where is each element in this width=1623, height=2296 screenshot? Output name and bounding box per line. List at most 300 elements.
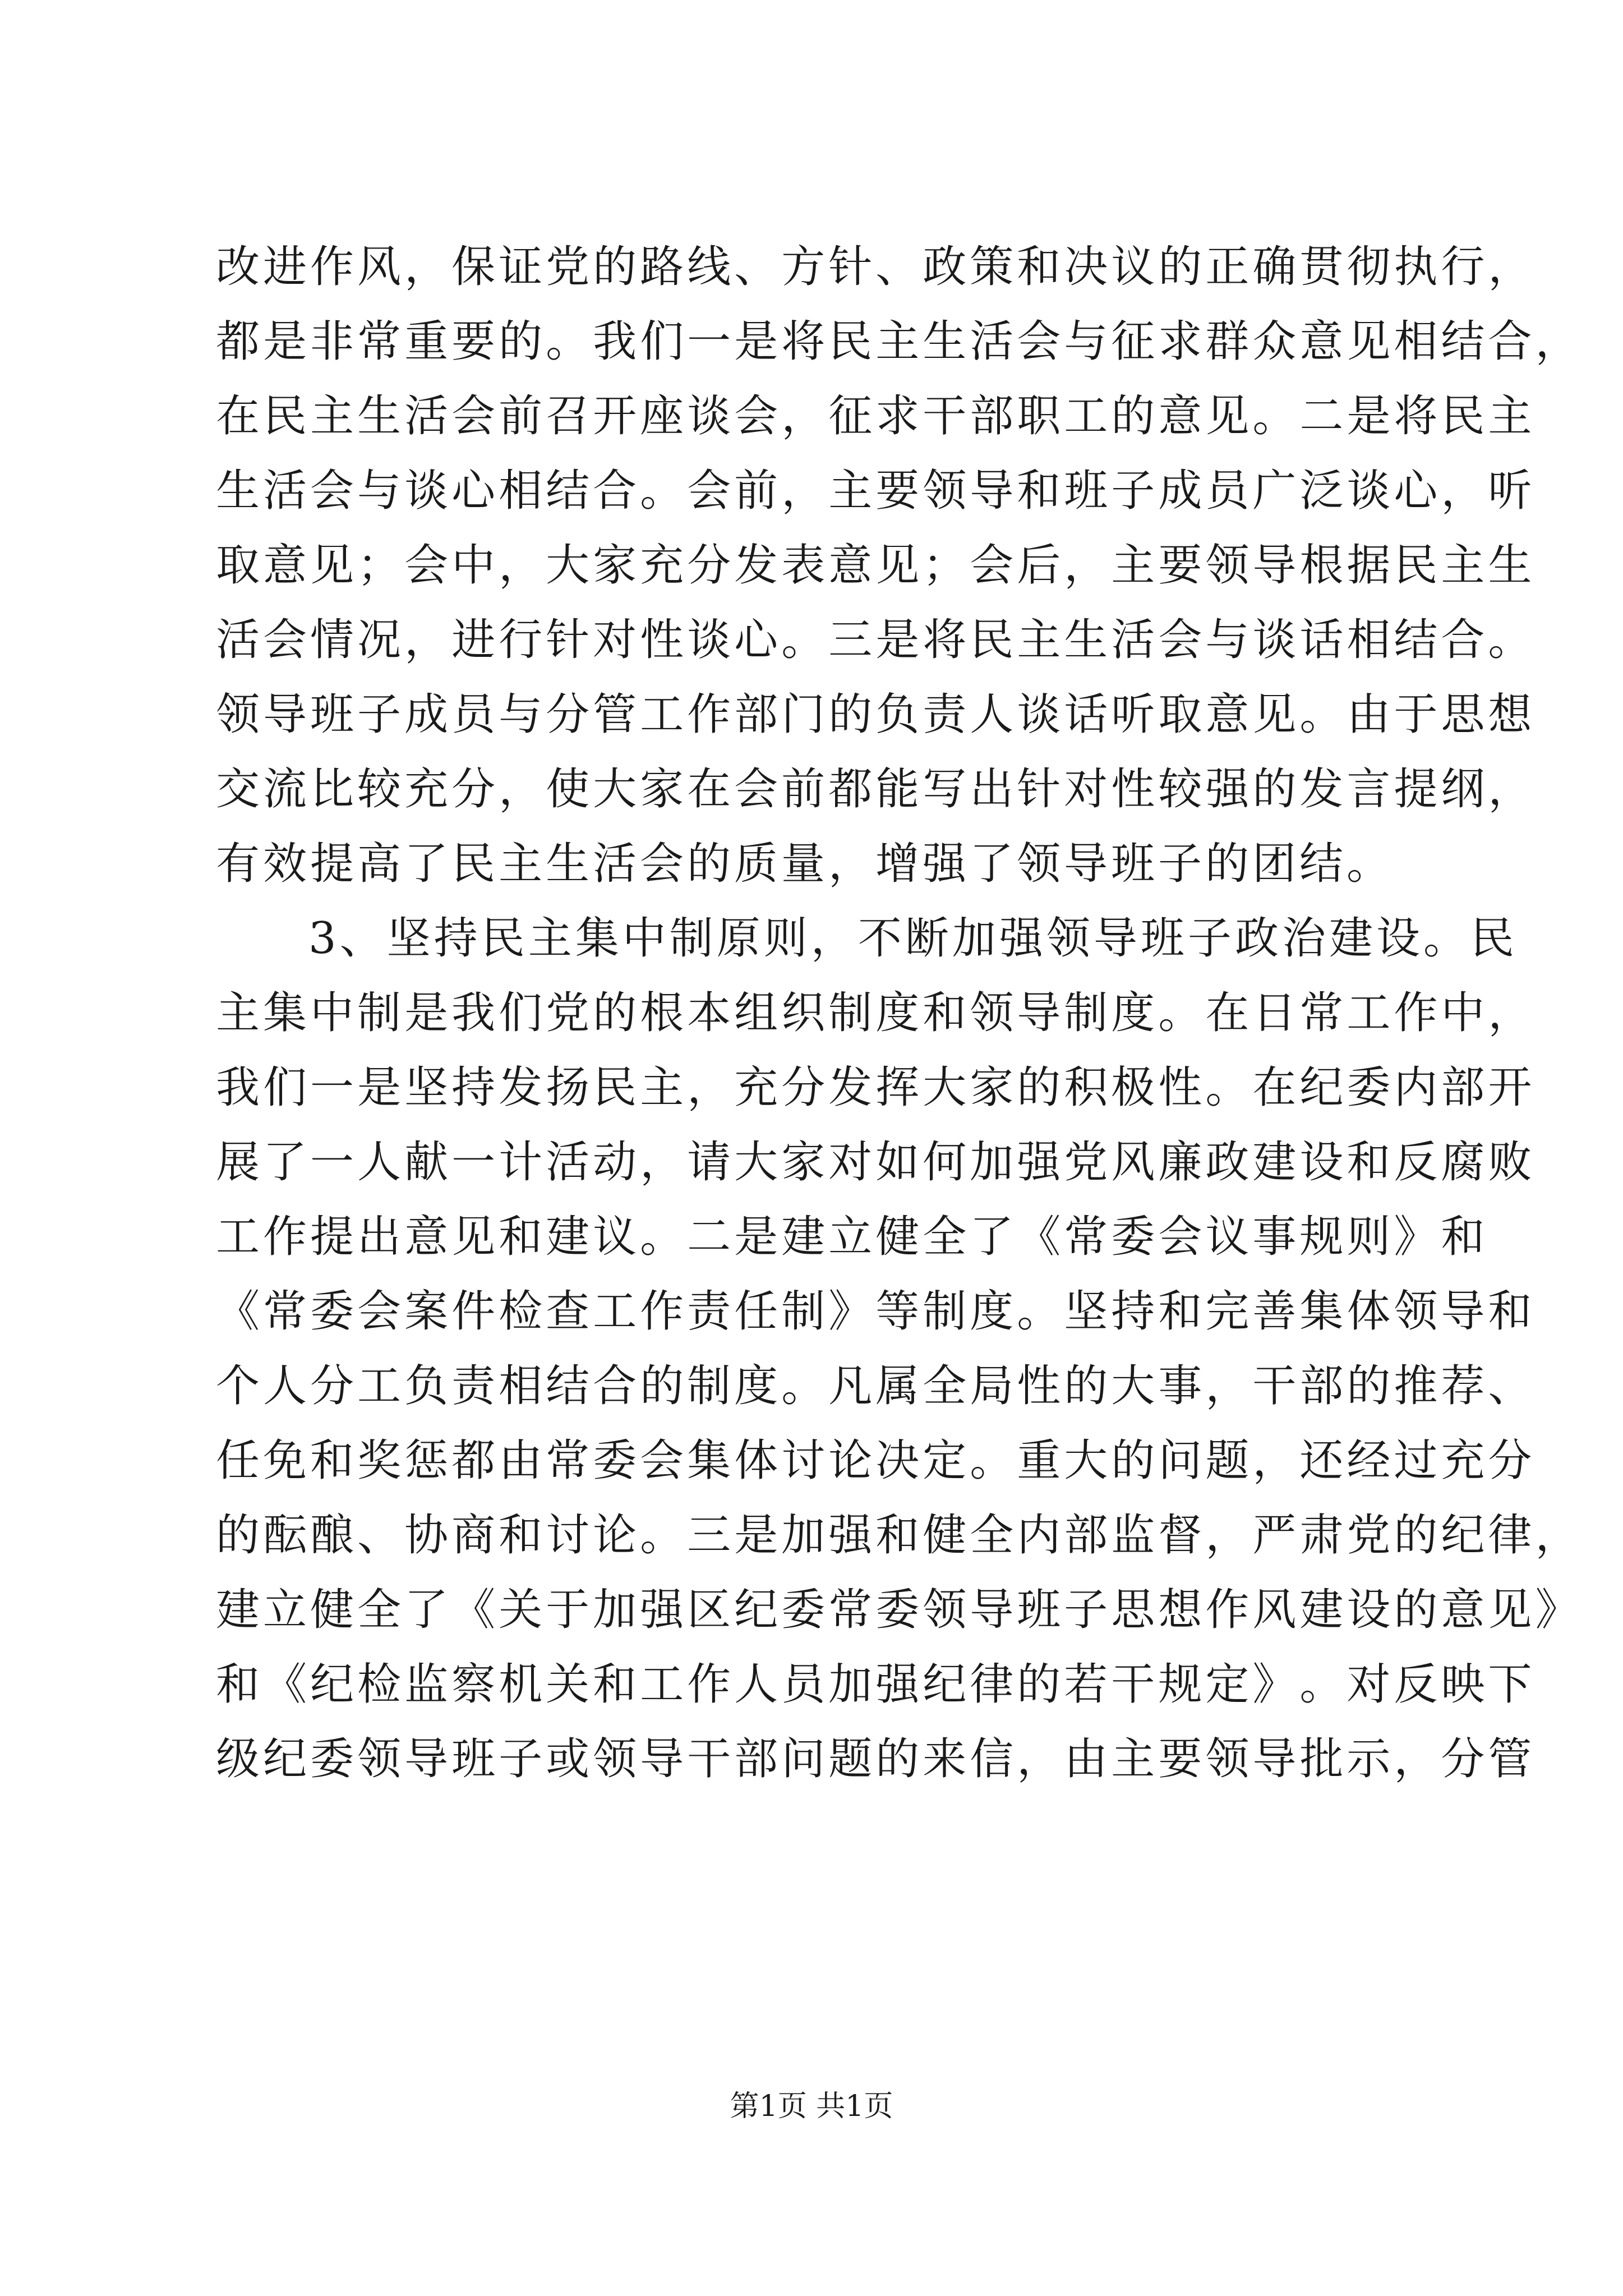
text-char: 活 bbox=[1111, 615, 1159, 665]
text-char: 强 bbox=[1017, 1137, 1064, 1188]
text-char: 将 bbox=[781, 316, 829, 367]
text-char: 示 bbox=[1347, 1734, 1394, 1784]
text-char: 律 bbox=[1488, 1510, 1536, 1561]
text-char: 一 bbox=[310, 1137, 358, 1188]
text-char: 泛 bbox=[1299, 466, 1347, 516]
text-char: 《 bbox=[1017, 1212, 1064, 1262]
text-char: 论 bbox=[593, 1510, 640, 1561]
text-line bbox=[216, 1648, 1536, 1722]
text-char: 纪 bbox=[734, 1585, 782, 1635]
text-char: 负 bbox=[875, 689, 923, 740]
text-char: 主 bbox=[1111, 1734, 1159, 1784]
text-char: 中 bbox=[310, 988, 358, 1038]
text-char: ， bbox=[781, 391, 829, 441]
text-char: 部 bbox=[1064, 1510, 1112, 1561]
text-char: 结 bbox=[546, 466, 593, 516]
text-char: 常 bbox=[546, 1435, 593, 1486]
text-char: 制 bbox=[781, 1286, 829, 1337]
text-char: 相 bbox=[499, 1361, 546, 1411]
text-char: 责 bbox=[923, 689, 970, 740]
text-char: 度 bbox=[875, 988, 923, 1038]
text-char: 健 bbox=[875, 1212, 923, 1262]
text-char: 意 bbox=[828, 540, 876, 591]
text-char: 纲 bbox=[1441, 764, 1488, 815]
text-char: 听 bbox=[1488, 466, 1536, 516]
text-char: 分 bbox=[1441, 1734, 1488, 1784]
text-char: 是 bbox=[263, 316, 311, 367]
text-char: 部 bbox=[734, 1734, 782, 1784]
text-char: 惩 bbox=[404, 1435, 452, 1486]
text-char: 强 bbox=[999, 913, 1046, 964]
text-char: 坚 bbox=[404, 1062, 452, 1113]
text-char: 分 bbox=[687, 540, 735, 591]
text-char: 彻 bbox=[1347, 242, 1394, 292]
text-char: ， bbox=[1535, 1510, 1583, 1561]
text-char: 负 bbox=[404, 1361, 452, 1411]
text-char: 意 bbox=[263, 540, 311, 591]
text-char: 与 bbox=[1205, 615, 1253, 665]
text-char: 召 bbox=[546, 391, 593, 441]
text-line bbox=[216, 1200, 1488, 1274]
text-char: 话 bbox=[1299, 615, 1347, 665]
text-char: 过 bbox=[1394, 1435, 1441, 1486]
text-char: 况 bbox=[357, 615, 405, 665]
text-char: 的 bbox=[216, 1510, 264, 1561]
text-char: 设 bbox=[1347, 1585, 1394, 1635]
text-char: 生 bbox=[216, 466, 264, 516]
text-char: 们 bbox=[499, 988, 546, 1038]
text-char: 强 bbox=[875, 1659, 923, 1710]
text-char: 领 bbox=[216, 689, 264, 740]
text-char: 领 bbox=[593, 1734, 640, 1784]
text-char: 前 bbox=[734, 466, 782, 516]
text-char: 个 bbox=[216, 1361, 264, 1411]
text-char: 见 bbox=[1488, 1585, 1536, 1635]
text-char: ， bbox=[1488, 988, 1536, 1038]
text-char: ； bbox=[357, 540, 405, 591]
text-char: 管 bbox=[1488, 1734, 1536, 1784]
text-char: 和 bbox=[1488, 1286, 1536, 1337]
text-char: 组 bbox=[734, 988, 782, 1038]
text-char: 性 bbox=[1158, 1062, 1206, 1113]
text-char: 定 bbox=[923, 1435, 970, 1486]
text-char: 见 bbox=[1347, 316, 1394, 367]
text-char: 线 bbox=[687, 242, 735, 292]
text-char: 的 bbox=[1394, 1585, 1441, 1635]
text-char: 批 bbox=[1299, 1734, 1347, 1784]
text-char: ， bbox=[1394, 1734, 1441, 1784]
text-char: 要 bbox=[875, 466, 923, 516]
text-char: 心 bbox=[1394, 466, 1441, 516]
text-char: 与 bbox=[499, 689, 546, 740]
text-char: 信 bbox=[970, 1734, 1017, 1784]
text-char: 、 bbox=[1488, 1361, 1536, 1411]
text-char: 心 bbox=[734, 615, 782, 665]
text-char: 主 bbox=[1488, 391, 1536, 441]
text-char: 加 bbox=[781, 1510, 829, 1561]
text-char: 败 bbox=[1488, 1137, 1536, 1188]
text-char: 。 bbox=[640, 466, 688, 516]
text-char: 分 bbox=[546, 689, 593, 740]
text-char: 生 bbox=[923, 316, 970, 367]
text-char: 结 bbox=[1394, 615, 1441, 665]
text-char: 相 bbox=[1347, 615, 1394, 665]
text-char: 任 bbox=[734, 1286, 782, 1337]
text-char: 部 bbox=[1299, 1361, 1347, 1411]
text-char: 。 bbox=[640, 1510, 688, 1561]
text-line bbox=[216, 379, 1536, 454]
text-char: 大 bbox=[734, 1137, 782, 1188]
text-char: 。 bbox=[1423, 913, 1471, 964]
text-char: 是 bbox=[1347, 391, 1394, 441]
text-char: 主 bbox=[875, 316, 923, 367]
text-char: 的 bbox=[1158, 242, 1206, 292]
text-char: 度 bbox=[734, 1361, 782, 1411]
text-char: 责 bbox=[451, 1361, 499, 1411]
text-char: 强 bbox=[1205, 764, 1253, 815]
text-char: 在 bbox=[1252, 1062, 1300, 1113]
text-char: 制 bbox=[357, 988, 405, 1038]
text-char: 律 bbox=[970, 1659, 1017, 1710]
text-char: 映 bbox=[1441, 1659, 1488, 1710]
text-char: 开 bbox=[1488, 1062, 1536, 1113]
text-char: 见 bbox=[451, 1212, 499, 1262]
text-char: 话 bbox=[1064, 689, 1112, 740]
text-char: 意 bbox=[1205, 689, 1253, 740]
text-char: 计 bbox=[499, 1137, 546, 1188]
text-char: 谈 bbox=[1347, 466, 1394, 516]
text-char: 活 bbox=[546, 1137, 593, 1188]
text-char: 提 bbox=[1394, 764, 1441, 815]
text-char: 导 bbox=[263, 689, 311, 740]
text-char: 情 bbox=[310, 615, 358, 665]
text-char: 征 bbox=[1111, 316, 1159, 367]
text-char: ， bbox=[687, 1062, 735, 1113]
text-char: 原 bbox=[716, 913, 764, 964]
text-char: 和 bbox=[875, 1510, 923, 1561]
text-char: 政 bbox=[1205, 1137, 1253, 1188]
text-char: 主 bbox=[528, 913, 575, 964]
text-char: 导 bbox=[1252, 540, 1300, 591]
text-char: 谈 bbox=[1252, 615, 1300, 665]
text-char: 纪 bbox=[1299, 1062, 1347, 1113]
text-char: 党 bbox=[1347, 1510, 1394, 1561]
text-char: 子 bbox=[1064, 1585, 1112, 1635]
text-char: 持 bbox=[451, 1062, 499, 1113]
text-char: 作 bbox=[1205, 1585, 1253, 1635]
text-char: 不 bbox=[857, 913, 905, 964]
text-char: 商 bbox=[451, 1510, 499, 1561]
text-char: 责 bbox=[687, 1286, 735, 1337]
text-line bbox=[216, 454, 1536, 528]
text-char: 纪 bbox=[310, 1659, 358, 1710]
text-char: 加 bbox=[828, 1659, 876, 1710]
text-char: 推 bbox=[1394, 1361, 1441, 1411]
text-char: 将 bbox=[1394, 391, 1441, 441]
text-char: 相 bbox=[1394, 316, 1441, 367]
text-char: 大 bbox=[546, 540, 593, 591]
text-char: 论 bbox=[828, 1435, 876, 1486]
text-char: 主 bbox=[1017, 615, 1064, 665]
text-char: 部 bbox=[970, 391, 1017, 441]
text-line bbox=[216, 1573, 1583, 1648]
text-line bbox=[216, 1125, 1536, 1200]
text-char: 相 bbox=[499, 466, 546, 516]
text-char: 意 bbox=[1158, 391, 1206, 441]
text-char: 性 bbox=[1017, 1361, 1064, 1411]
text-char: 》 bbox=[1394, 1212, 1441, 1262]
text-char: 会 bbox=[734, 764, 782, 815]
text-char: 全 bbox=[923, 1212, 970, 1262]
text-char: 领 bbox=[357, 1734, 405, 1784]
text-char: 件 bbox=[451, 1286, 499, 1337]
text-char: 和 bbox=[216, 1659, 264, 1710]
text-char: 出 bbox=[357, 1212, 405, 1262]
text-char: 善 bbox=[1252, 1286, 1300, 1337]
text-char: 员 bbox=[451, 689, 499, 740]
text-char: 发 bbox=[734, 540, 782, 591]
text-char: 风 bbox=[1111, 1137, 1159, 1188]
text-char: 流 bbox=[263, 764, 311, 815]
text-char: 对 bbox=[1347, 1659, 1394, 1710]
text-char: 较 bbox=[1158, 764, 1206, 815]
text-char: 我 bbox=[593, 316, 640, 367]
text-char: 改 bbox=[216, 242, 264, 292]
text-char: 班 bbox=[451, 1734, 499, 1784]
text-char: 谈 bbox=[687, 615, 735, 665]
text-char: 立 bbox=[828, 1212, 876, 1262]
text-char: 、 bbox=[875, 242, 923, 292]
text-char: 党 bbox=[546, 242, 593, 292]
document-body bbox=[216, 230, 1583, 1797]
text-char: 问 bbox=[781, 1734, 829, 1784]
text-char: 见 bbox=[310, 540, 358, 591]
text-char: 行 bbox=[1441, 242, 1488, 292]
text-char: 座 bbox=[640, 391, 688, 441]
text-char: 充 bbox=[1441, 1435, 1488, 1486]
text-char: 事 bbox=[1158, 1361, 1206, 1411]
text-char: 决 bbox=[875, 1435, 923, 1486]
text-char: 主 bbox=[310, 391, 358, 441]
text-char: 据 bbox=[1347, 540, 1394, 591]
text-char: 凡 bbox=[828, 1361, 876, 1411]
text-char: 案 bbox=[404, 1286, 452, 1337]
text-char: 干 bbox=[687, 1734, 735, 1784]
text-char: 要 bbox=[1158, 540, 1206, 591]
text-char: 免 bbox=[263, 1435, 311, 1486]
text-char: 建 bbox=[546, 1212, 593, 1262]
text-char: 生 bbox=[1488, 540, 1536, 591]
text-char: 工 bbox=[640, 1659, 688, 1710]
text-char: 协 bbox=[404, 1510, 452, 1561]
text-char: 作 bbox=[1394, 988, 1441, 1038]
text-line bbox=[216, 528, 1536, 603]
text-char: 讨 bbox=[781, 1435, 829, 1486]
text-char: 求 bbox=[875, 391, 923, 441]
text-char: 督 bbox=[1158, 1510, 1206, 1561]
text-char: 会 bbox=[310, 466, 358, 516]
text-char: 取 bbox=[1158, 689, 1206, 740]
text-char: 意 bbox=[1441, 1585, 1488, 1635]
text-char: 于 bbox=[1394, 689, 1441, 740]
text-char: 的 bbox=[1111, 391, 1159, 441]
text-char: 风 bbox=[357, 242, 405, 292]
text-char: 的 bbox=[828, 689, 876, 740]
text-char: 分 bbox=[451, 764, 499, 815]
text-char: 建 bbox=[781, 1212, 829, 1262]
text-char: 分 bbox=[1488, 1435, 1536, 1486]
text-char: 征 bbox=[828, 391, 876, 441]
text-char: 党 bbox=[546, 988, 593, 1038]
text-char: 子 bbox=[1187, 913, 1235, 964]
text-char: 制 bbox=[687, 1361, 735, 1411]
text-char: 《 bbox=[263, 1659, 311, 1710]
text-char: 了 bbox=[263, 1137, 311, 1188]
text-char: 心 bbox=[451, 466, 499, 516]
text-char: 领 bbox=[970, 988, 1017, 1038]
text-char: 是 bbox=[734, 1212, 782, 1262]
text-char: 在 bbox=[216, 391, 264, 441]
text-char: 和 bbox=[1441, 1212, 1488, 1262]
text-char: 极 bbox=[1111, 1062, 1159, 1113]
text-char: 制 bbox=[669, 913, 717, 964]
text-char: 比 bbox=[310, 764, 358, 815]
text-char: 三 bbox=[828, 615, 876, 665]
text-char: 常 bbox=[357, 316, 405, 367]
text-char: ， bbox=[404, 615, 452, 665]
text-char: 见 bbox=[1252, 689, 1300, 740]
text-char: 。 bbox=[1205, 1062, 1253, 1113]
text-char: 的 bbox=[1111, 1435, 1159, 1486]
text-char: 根 bbox=[640, 988, 688, 1038]
text-char: 设 bbox=[1299, 1137, 1347, 1188]
text-char: 立 bbox=[263, 1585, 311, 1635]
text-char: 的 bbox=[593, 242, 640, 292]
text-char: 建 bbox=[1252, 1137, 1300, 1188]
text-char: 合 bbox=[593, 1361, 640, 1411]
text-char: 议 bbox=[1205, 1212, 1253, 1262]
text-char: 和 bbox=[499, 1212, 546, 1262]
text-char: 分 bbox=[781, 1062, 829, 1113]
text-char: 是 bbox=[404, 988, 452, 1038]
text-char: 提 bbox=[310, 1212, 358, 1262]
text-char: 常 bbox=[828, 1585, 876, 1635]
text-char: 导 bbox=[970, 1585, 1017, 1635]
text-char: 正 bbox=[1205, 242, 1253, 292]
text-char: 后 bbox=[1017, 540, 1064, 591]
text-char: 合 bbox=[1441, 615, 1488, 665]
text-char: 何 bbox=[923, 1137, 970, 1188]
text-char: 二 bbox=[1299, 391, 1347, 441]
text-char: 建 bbox=[1329, 913, 1376, 964]
text-char: 工 bbox=[593, 1286, 640, 1337]
text-char: 大 bbox=[1064, 1435, 1112, 1486]
text-char: 部 bbox=[1441, 1062, 1488, 1113]
text-char: 路 bbox=[640, 242, 688, 292]
text-char: 言 bbox=[1347, 764, 1394, 815]
text-char: ， bbox=[499, 540, 546, 591]
text-char: 子 bbox=[357, 689, 405, 740]
text-char: 确 bbox=[1252, 242, 1300, 292]
text-char: 和 bbox=[499, 1510, 546, 1561]
text-char: 会 bbox=[1017, 316, 1064, 367]
text-char: 导 bbox=[970, 466, 1017, 516]
text-char: 进 bbox=[263, 242, 311, 292]
text-char: 贯 bbox=[1299, 242, 1347, 292]
text-char: 前 bbox=[781, 764, 829, 815]
text-char: 干 bbox=[1111, 1659, 1159, 1710]
text-char: ， bbox=[499, 764, 546, 815]
text-char: 中 bbox=[1441, 988, 1488, 1038]
text-char: 的 bbox=[640, 1361, 688, 1411]
text-char: 中 bbox=[451, 540, 499, 591]
text-char: 。 bbox=[1299, 1659, 1347, 1710]
text-char: 规 bbox=[1299, 1212, 1347, 1262]
text-char: ， bbox=[640, 1137, 688, 1188]
text-char: 会 bbox=[687, 466, 735, 516]
text-char: 执 bbox=[1394, 242, 1441, 292]
text-char: 见 bbox=[1205, 391, 1253, 441]
text-char: 活 bbox=[263, 466, 311, 516]
text-char: 民 bbox=[593, 1062, 640, 1113]
text-char: 全 bbox=[970, 1510, 1017, 1561]
text-char: 和 bbox=[593, 1659, 640, 1710]
text-char: 人 bbox=[970, 689, 1017, 740]
text-char: 挥 bbox=[875, 1062, 923, 1113]
text-char: 了 bbox=[404, 1585, 452, 1635]
text-char: 来 bbox=[923, 1734, 970, 1784]
text-char: 。 bbox=[1252, 391, 1300, 441]
text-char: 加 bbox=[970, 1137, 1017, 1188]
text-char: 集 bbox=[687, 1435, 735, 1486]
text-char: 结 bbox=[546, 1361, 593, 1411]
text-char: 证 bbox=[499, 242, 546, 292]
text-char: 重 bbox=[404, 316, 452, 367]
text-char: 生 bbox=[357, 391, 405, 441]
text-char: 纪 bbox=[923, 1659, 970, 1710]
text-char: 写 bbox=[923, 764, 970, 815]
text-char: 。 bbox=[1017, 1286, 1064, 1337]
text-char: 强 bbox=[828, 1510, 876, 1561]
text-char: ， bbox=[1205, 1510, 1253, 1561]
text-char: 集 bbox=[575, 913, 623, 964]
text-char: 保 bbox=[451, 242, 499, 292]
text-char: 纪 bbox=[263, 1734, 311, 1784]
text-char: 导 bbox=[1441, 1286, 1488, 1337]
text-char: 主 bbox=[828, 466, 876, 516]
text-char: 思 bbox=[1441, 689, 1488, 740]
text-char: 都 bbox=[216, 316, 264, 367]
text-char: 请 bbox=[687, 1137, 735, 1188]
text-char: 委 bbox=[310, 1734, 358, 1784]
text-char: ， bbox=[1252, 1435, 1300, 1486]
text-char: 针 bbox=[828, 242, 876, 292]
text-char: ， bbox=[1205, 1361, 1253, 1411]
text-char: 行 bbox=[499, 615, 546, 665]
text-char: 众 bbox=[1252, 316, 1300, 367]
text-char: 活 bbox=[970, 316, 1017, 367]
text-line bbox=[216, 1498, 1583, 1573]
text-char: ； bbox=[923, 540, 970, 591]
text-char: 三 bbox=[687, 1510, 735, 1561]
text-char: 腐 bbox=[1441, 1137, 1488, 1188]
text-char: 一 bbox=[687, 316, 735, 367]
text-char: 分 bbox=[310, 1361, 358, 1411]
text-char: 大 bbox=[593, 764, 640, 815]
text-char: 由 bbox=[1347, 689, 1394, 740]
text-char: 结 bbox=[1441, 316, 1488, 367]
text-char: 班 bbox=[1017, 1585, 1064, 1635]
